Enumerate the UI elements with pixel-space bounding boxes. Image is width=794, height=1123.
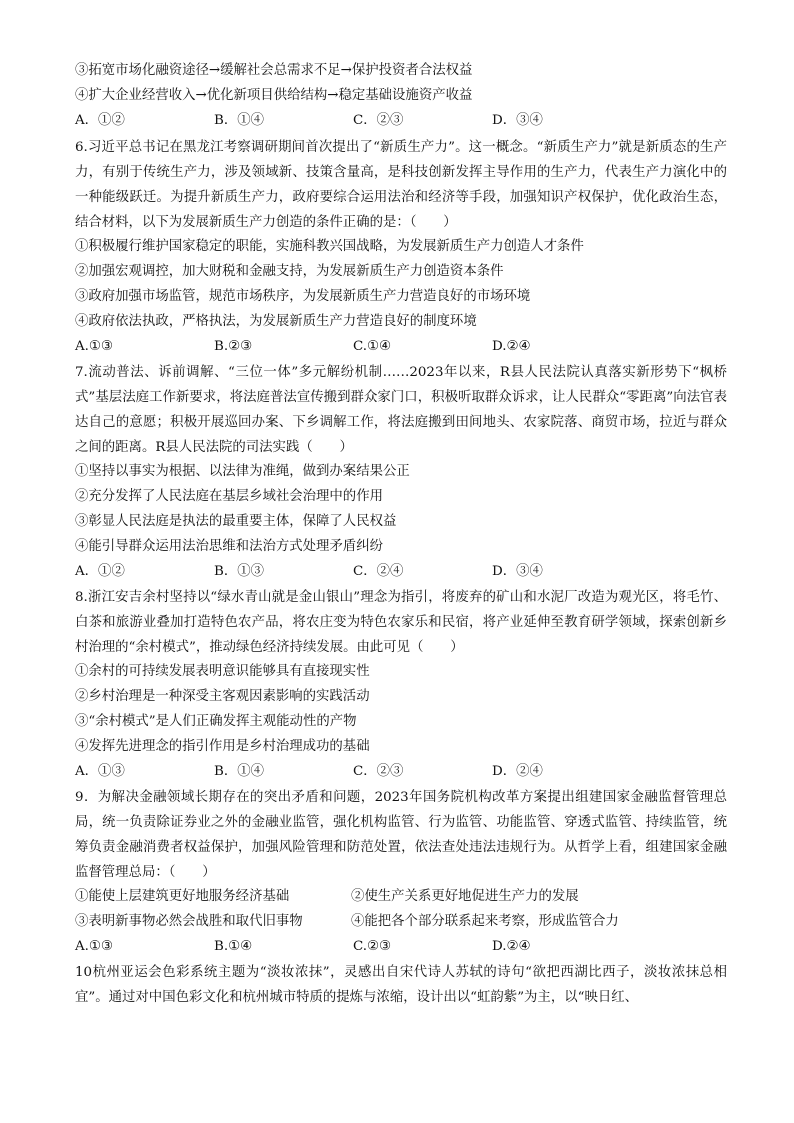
option-a: A．①②: [75, 113, 125, 128]
option-d: D．③④: [492, 564, 543, 579]
q9-item-2: ②使生产关系更好地促进生产力的发展: [351, 889, 579, 904]
q6-item-1: ①积极履行维护国家稳定的职能，实施科教兴国战略，为发展新质生产力创造人才条件: [75, 239, 584, 254]
option-d: D．③④: [492, 113, 543, 128]
top-item-3: ③拓宽市场化融资途径→缓解社会总需求不足→保护投资者合法权益: [75, 63, 473, 78]
q9-options: [75, 938, 725, 956]
q6-item-4: ④政府依法执政，严格执法，为发展新质生产力营造良好的制度环境: [75, 314, 477, 329]
option-d: D.②④: [492, 339, 531, 354]
q8-item-4: ④发挥先进理念的指引作用是乡村治理成功的基础: [75, 739, 370, 754]
option-b: B．①③: [214, 564, 265, 579]
q9-item-1: ①能使上层建筑更好地服务经济基础: [75, 889, 290, 904]
option-a: A．①③: [75, 764, 125, 779]
q7-stem: 7.流动普法、诉前调解、“三位一体”多元解纷机制……2023年以来，R县人民法院认真落实新形势下“枫桥式”基层法庭工作新要求，将法庭普法宣传搬到群众家门口，积极听取群众诉求，让人民群众“零距离”向法官表达自己的意愿；积极开展巡回办案、下乡调解工作，将法庭搬到田间地头、农家院落、商贸市场，拉近与群众之间的距离。R县人民法院的司法实践（ ）: [75, 365, 727, 455]
q7-item-3: ③彰显人民法庭是执法的最重要主体，保障了人民权益: [75, 514, 397, 529]
q6-options: [75, 338, 725, 356]
option-a: A.①③: [75, 939, 113, 954]
option-c: C.①④: [353, 339, 392, 354]
option-c: C．②③: [353, 764, 404, 779]
q8-item-3: ③“余村模式”是人们正确发挥主观能动性的产物: [75, 714, 357, 729]
option-c: C．②④: [353, 564, 404, 579]
q6-item-2: ②加强宏观调控，加大财税和金融支持，为发展新质生产力创造资本条件: [75, 264, 504, 279]
q7-options: [75, 563, 725, 581]
q8-item-2: ②乡村治理是一种深受主客观因素影响的实践活动: [75, 689, 370, 704]
option-d: D．②④: [492, 764, 543, 779]
q7-item-2: ②充分发挥了人民法庭在基层乡域社会治理中的作用: [75, 489, 383, 504]
option-b: B.②③: [214, 339, 253, 354]
top-item-4: ④扩大企业经营收入→优化新项目供给结构→稳定基础设施资产收益: [75, 88, 473, 103]
q9-item-4: ④能把各个部分联系起来考察，形成监管合力: [351, 914, 619, 929]
q10-stem: 10杭州亚运会色彩系统主题为“淡妆浓抹”，灵感出自宋代诗人苏轼的诗句“欲把西湖比西子，淡妆浓抹总相宜”。通过对中国色彩文化和杭州城市特质的提炼与浓缩，设计出以“虹韵紫”为主，以“映日红、: [75, 965, 727, 1005]
option-c: C．②③: [353, 113, 404, 128]
q8-stem: 8.浙江安吉余村坚持以“绿水青山就是金山银山”理念为指引，将废弃的矿山和水泥厂改造为观光区，将毛竹、白茶和旅游业叠加打造特色农产品，将农庄变为特色农家乐和民宿，将产业延伸至教育研学领域，探索创新乡村治理的“余村模式”，推动绿色经济持续发展。由此可见（ ）: [75, 590, 727, 655]
option-b: B.①④: [214, 939, 253, 954]
q9-item-3: ③表明新事物必然会战胜和取代旧事物: [75, 914, 303, 929]
option-c: C.②③: [353, 939, 392, 954]
q7-item-1: ①坚持以事实为根据、以法律为准绳，做到办案结果公正: [75, 464, 410, 479]
q9-stem: 9．为解决金融领域长期存在的突出矛盾和问题，2023年国务院机构改革方案提出组建国家金融监督管理总局，统一负责除证券业之外的金融业监管，强化机构监管、行为监管、功能监管、穿透式监管、持续监管，统筹负责金融消费者权益保护，加强风险管理和防范处置，依法查处违法违规行为。从哲学上看，组建国家金融监督管理总局：（ ）: [75, 790, 727, 880]
q7-item-4: ④能引导群众运用法治思维和法治方式处理矛盾纠纷: [75, 539, 383, 554]
q6-item-3: ③政府加强市场监管，规范市场秩序，为发展新质生产力营造良好的市场环境: [75, 289, 531, 304]
q8-item-1: ①余村的可持续发展表明意识能够具有直接现实性: [75, 664, 370, 679]
option-b: B．①④: [214, 764, 265, 779]
q6-stem: 6.习近平总书记在黑龙江考察调研期间首次提出了“新质生产力”。这一概念。“新质生产力”就是新质态的生产力，有别于传统生产力，涉及领域新、技策含量高，是科技创新发挥主导作用的生产力，代表生产力演化中的一种能级跃迁。为提升新质生产力，政府要综合运用法治和经济等手段，加强知识产权保护，优化政治生态，结合材料，以下为发展新质生产力创造的条件正确的是：（ ）: [75, 140, 727, 230]
option-b: B．①④: [214, 113, 265, 128]
option-a: A．①②: [75, 564, 125, 579]
option-d: D.②④: [492, 939, 531, 954]
q8-options: [75, 763, 725, 781]
top-options: [75, 112, 725, 130]
option-a: A.①③: [75, 339, 113, 354]
